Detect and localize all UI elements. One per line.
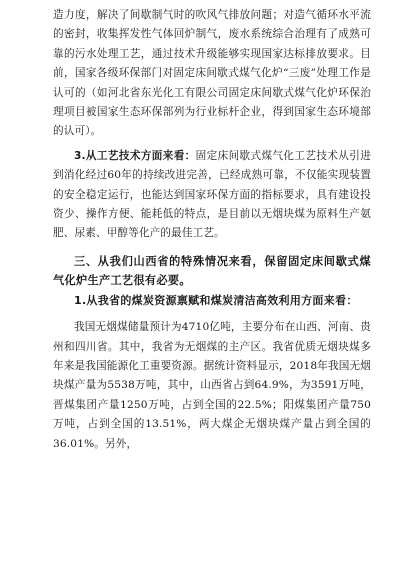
paragraph-spacer [53,244,371,252]
body-paragraph-coal-reserves: 我国无烟煤储量预计为4710亿吨，主要分布在山西、河南、贵州和四川省。其中，我省为无烟煤的主产区。我省优质无烟块煤多年来是我国能源化工重要资源。据统计资料显示，2018年我国无烟块煤产量为5538万吨，其中，山西省占到64.9%，为3591万吨，晋煤集团产量1250万吨，占到全国的22.5%；阳煤集团产量750万吨，占到全国的13.51%，两大煤企无烟块煤产量占到全国的36.01%。另外， [53,321,371,450]
point-3-body: 固定床间歇式煤气化工艺技术从引进到消化经过60年的持续改进完善，已经成熟可靠，不仅能实现装置的安全稳定运行，也能达到国家环保方面的指标要求，具有建设投资少、操作方便、能耗低的特点，是目前以无烟块煤为原料生产氨肥、尿素、甲醇等化产的最佳工艺。 [53,149,371,240]
paragraph-spacer [53,310,371,318]
body-paragraph-process-technology [53,147,371,244]
section-heading-shanxi: 三、从我们山西省的特殊情况来看，保留固定床间歇式煤气化炉生产工艺很有必要。 [53,254,371,288]
point-3-lead: 3.从工艺技术方面来看： [74,149,196,162]
subsection-heading-coal-resources: 1.从我省的煤炭资源禀赋和煤炭清洁高效利用方面来看： [74,293,358,307]
document-page [53,6,371,454]
body-paragraph-environmental: 造力度，解决了间歇制气时的吹风气排放问题；对造气循环水平流的密封，收集挥发性气体回炉制气，废水系统综合治理有了成熟可靠的污水处理工艺，通过技术升级能够实现国家达标排放要求。目前，国家各级环保部门对固定床间歇式煤气化炉“三废”处理工作是认可的（如河北省东光化工有限公司固定床间歇式煤气化炉环保治理项目被国家生态环保部列为行业标杆企业，得到国家生态环境部的认可）。 [53,9,371,138]
